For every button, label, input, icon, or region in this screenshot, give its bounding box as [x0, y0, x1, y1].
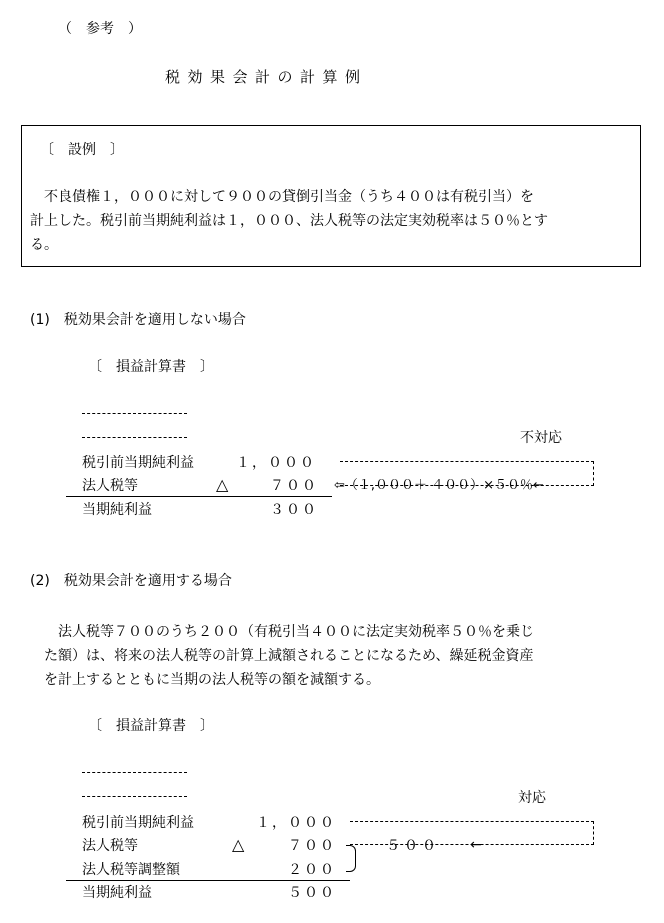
s1-row-label: 当期純利益: [82, 502, 152, 518]
s1-row-sign: △: [216, 475, 229, 494]
section2-line: た額）は、将来の法人税等の計算上減額されることになるため、繰延税金資産: [44, 648, 534, 664]
sum-rule: [66, 496, 332, 497]
page-title: 税効果会計の計算例: [165, 68, 368, 86]
s2-row-label: 当期純利益: [82, 885, 152, 901]
s2-row-value: ２００: [288, 862, 336, 878]
section1-annotation: 不対応: [520, 430, 562, 446]
sum-rule: [66, 880, 350, 881]
dotted-line: [82, 413, 187, 414]
connector-dashed: [340, 461, 594, 486]
section2-line: を計上するとともに当期の法人税等の額を減額する。: [44, 672, 380, 688]
example-text: [30, 185, 636, 257]
s2-row-label: 法人税等調整額: [82, 862, 180, 878]
s1-row-label: 法人税等: [82, 478, 138, 494]
connector-dashed: [350, 821, 594, 845]
s2-row-value: １，０００: [256, 815, 336, 831]
s1-row-value: ３００: [270, 502, 318, 518]
section1-formula: ⇦（１,０００＋ ４００）×５０％←: [334, 478, 544, 493]
s2-row-value: ５００: [288, 885, 336, 901]
section2-text: [44, 620, 640, 692]
example-line: る。: [30, 237, 58, 253]
dotted-line: [82, 437, 187, 438]
example-label: 〔 設例 〕: [40, 142, 124, 158]
bracket-value: ５００: [386, 838, 440, 854]
bracket: [346, 845, 356, 872]
s2-row-value: ７００: [288, 838, 336, 854]
dotted-line: [82, 796, 187, 797]
s2-row-label: 法人税等: [82, 838, 138, 854]
section2-statement-label: 〔 損益計算書 〕: [88, 718, 214, 734]
s1-row-label: 税引前当期純利益: [82, 455, 194, 471]
arrow-left: ←: [470, 837, 482, 853]
s2-row-sign: △: [232, 835, 245, 854]
dotted-line: [82, 772, 187, 773]
example-line: 不良債権１，０００に対して９００の貸倒引当金（うち４００は有税引当）を: [30, 189, 534, 205]
section2-line: 法人税等７００のうち２００（有税引当４００に法定実効税率５０％を乗じ: [44, 624, 534, 640]
s1-row-value: ７００: [270, 478, 318, 494]
section1-heading: (1) 税効果会計を適用しない場合: [30, 312, 246, 328]
section1-statement-label: 〔 損益計算書 〕: [88, 359, 214, 375]
s1-row-value: １，０００: [236, 455, 316, 471]
s2-row-label: 税引前当期純利益: [82, 815, 194, 831]
example-line: 計上した。税引前当期純利益は１，０００、法人税等の法定実効税率は５０％とす: [30, 213, 548, 229]
reference-label: （ 参考 ）: [58, 21, 142, 37]
section2-heading: (2) 税効果会計を適用する場合: [30, 573, 232, 589]
section2-annotation: 対応: [518, 790, 546, 806]
